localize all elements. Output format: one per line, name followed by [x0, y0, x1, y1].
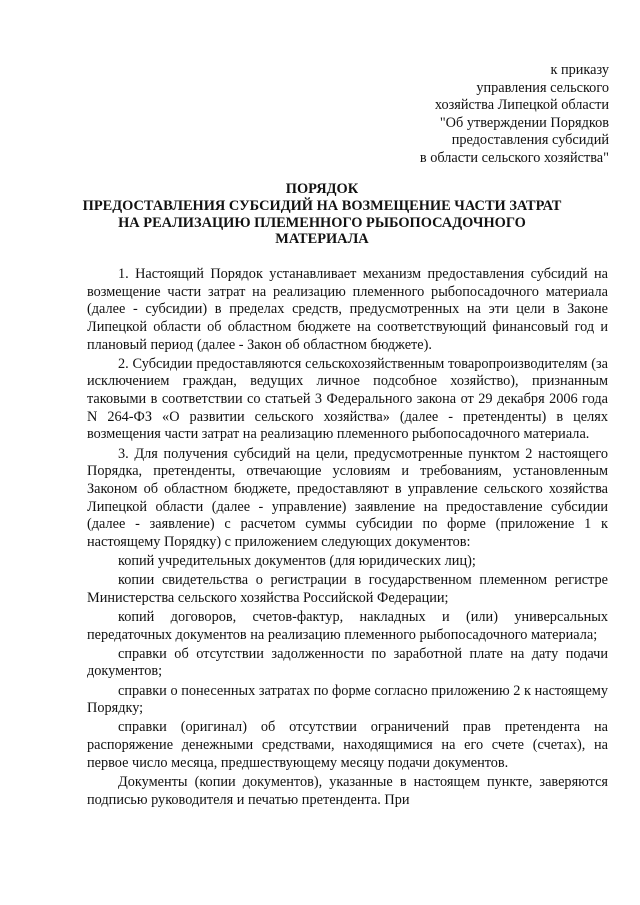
list-item: копии свидетельства о регистрации в государственном племенном регистре Министерства сельского хозяйства Российской Федерации;: [87, 572, 608, 606]
approval-line: предоставления субсидий: [451, 132, 609, 149]
list-item: справки об отсутствии задолженности по заработной плате на дату подачи документов;: [87, 645, 608, 680]
title-line: ПРЕДОСТАВЛЕНИЯ СУБСИДИЙ НА ВОЗМЕЩЕНИЕ ЧАСТИ ЗАТРАТ: [82, 197, 562, 214]
list-item: справки о понесенных затратах по форме согласно приложению 2 к настоящему Порядку;: [87, 682, 608, 717]
paragraph-1: 1. Настоящий Порядок устанавливает механизм предоставления субсидий на возмещение части затрат на реализацию племенного рыбопосадочного материала (далее - субсидии) в пределах средств, предусмотренных на эти цели в Законе Липецкой области об областном бюджете на соответствующий финансовый год и плановый период (далее - Закон об областном бюджете).: [87, 266, 608, 353]
title-line: МАТЕРИАЛА: [275, 231, 369, 248]
paragraph-2: 2. Субсидии предоставляются сельскохозяйственным товаропроизводителям (за исключением граждан, ведущих личное подсобное хозяйство), признанным таковыми в соответствии со статьей 3 Федерального закона от 29 декабря 2006 года N 264-ФЗ «О развитии сельского хозяйства» (далее - претенденты) в целях возмещения части затрат на реализацию племенного рыбопосадочного материала.: [87, 355, 608, 443]
approval-line: "Об утверждении Порядков: [439, 114, 609, 131]
approval-line: управления сельского: [476, 79, 609, 96]
list-item: копий договоров, счетов-фактур, накладных и (или) универсальных передаточных документов на реализацию племенного рыбопосадочного материала;: [87, 608, 608, 643]
approval-line: хозяйства Липецкой области: [434, 97, 609, 114]
title-line: НА РЕАЛИЗАЦИЮ ПЛЕМЕННОГО РЫБОПОСАДОЧНОГО: [118, 214, 526, 231]
document-body: [87, 266, 608, 809]
approval-line: к приказу: [550, 62, 609, 78]
title-line: ПОРЯДОК: [285, 181, 359, 197]
list-item: копий учредительных документов (для юридических лиц);: [118, 553, 476, 569]
paragraph-closing: Документы (копии документов), указанные в настоящем пункте, заверяются подписью руководителя и печатью претендента. При: [87, 773, 608, 808]
paragraph-3: 3. Для получения субсидий на цели, предусмотренные пунктом 2 настоящего Порядка, претенденты, отвечающие условиям и требованиям, установленным Законом об областном бюджете, предоставляют в управление сельского хозяйства Липецкой области (далее - управление) заявление на предоставление субсидии (далее - заявление) с расчетом суммы субсидии по форме (приложение 1 к настоящему Порядку) с приложением следующих документов:: [87, 445, 608, 550]
approval-line: в области сельского хозяйства": [419, 149, 609, 166]
list-item: справки (оригинал) об отсутствии ограничений прав претендента на распоряжение денежными средствами, находящимися на его счете (счетах), на первое число месяца, предшествующему месяцу подачи документов.: [87, 719, 608, 771]
document-title: [80, 181, 564, 248]
approval-block: [309, 62, 609, 168]
